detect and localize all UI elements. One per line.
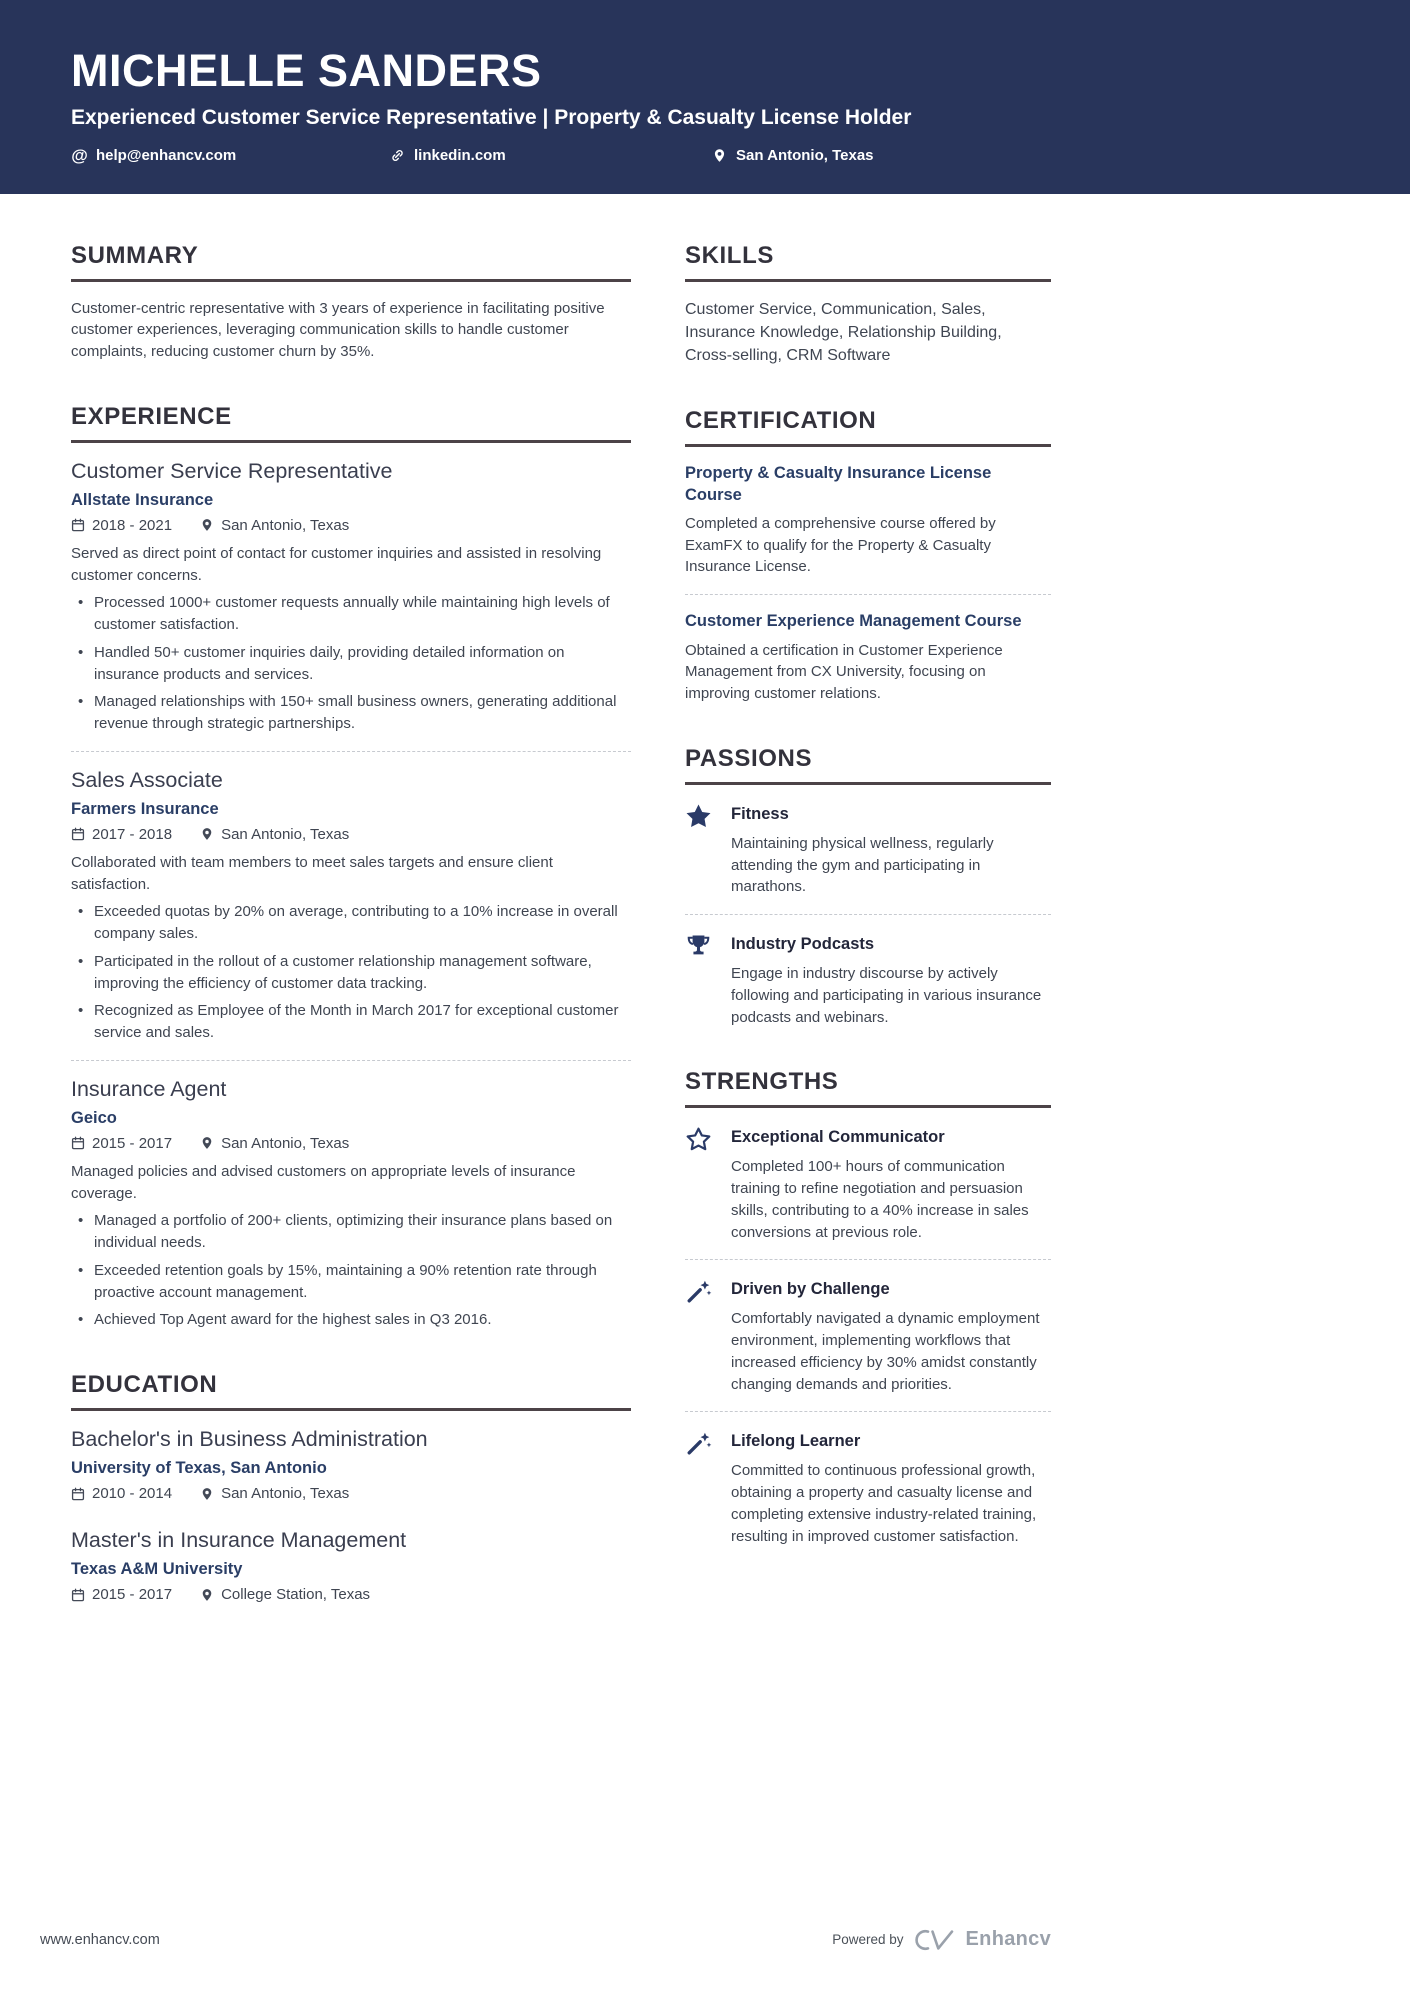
- at-icon: @: [71, 145, 88, 165]
- job-location-text: San Antonio, Texas: [221, 516, 350, 534]
- bullet: • Processed 1000+ customer requests annually while maintaining high levels of customer satisfaction.: [71, 592, 631, 636]
- degree-meta: [71, 1485, 631, 1502]
- passion-text: Engage in industry discourse by actively following and participating in various insurance podcasts and webinars.: [731, 965, 1042, 1026]
- divider: [685, 1411, 1051, 1412]
- footer-site-link[interactable]: www.enhancv.com: [40, 1931, 160, 1948]
- job-location: [200, 1135, 349, 1152]
- company-name: Allstate Insurance: [71, 490, 214, 509]
- certification-text: Completed a comprehensive course offered by ExamFX to qualify for the Property & Casualty Insurance License.: [685, 514, 996, 576]
- job-dates-text: 2018 - 2021: [92, 516, 173, 534]
- passion-item: [685, 801, 1051, 898]
- experience-item: [71, 1077, 631, 1331]
- calendar-icon: [71, 827, 85, 841]
- bullet: • Exceeded retention goals by 15%, maintaining a 90% retention rate through proactive account management.: [71, 1260, 631, 1304]
- divider: [71, 751, 631, 752]
- right-column: [685, 242, 1051, 1588]
- bullet: • Handled 50+ customer inquiries daily, providing detailed information on insurance products and services.: [71, 642, 631, 686]
- job-description: Managed policies and advised customers on appropriate levels of insurance coverage.: [71, 1162, 576, 1202]
- strength-title: Lifelong Learner: [731, 1432, 861, 1451]
- job-title: Customer Service Representative: [71, 458, 393, 483]
- trophy-icon: [685, 931, 715, 1028]
- job-bullets: [71, 901, 631, 1044]
- contact-row: [71, 147, 1339, 164]
- calendar-icon: [71, 518, 85, 532]
- certification-heading: CERTIFICATION: [685, 407, 1051, 447]
- bullet: • Managed relationships with 150+ small business owners, generating additional revenue through strategic partnerships.: [71, 691, 631, 735]
- job-description: Served as direct point of contact for customer inquiries and assisted in resolving customer concerns.: [71, 544, 602, 584]
- degree-dates-text: 2010 - 2014: [92, 1485, 173, 1502]
- job-title: Insurance Agent: [71, 1076, 227, 1101]
- calendar-icon: [71, 1487, 85, 1501]
- passions-heading: PASSIONS: [685, 745, 1051, 785]
- degree-location-text: San Antonio, Texas: [221, 1485, 350, 1502]
- link-icon: [389, 147, 406, 164]
- strength-text: Completed 100+ hours of communication training to refine negotiation and persuasion skills, contributing to a 40% increase in sales conversions at previous role.: [731, 1158, 1029, 1241]
- job-bullets: [71, 592, 631, 735]
- passion-title: Fitness: [731, 804, 789, 823]
- resume-header: [0, 0, 1410, 194]
- skills-section: [685, 242, 1051, 368]
- location-icon: [200, 518, 214, 532]
- passions-section: [685, 745, 1051, 1029]
- brand-wordmark: Enhancv: [965, 1928, 1051, 1950]
- strength-item: [685, 1428, 1051, 1547]
- experience-section: [71, 403, 631, 1331]
- summary-section: [71, 242, 631, 363]
- divider: [685, 594, 1051, 595]
- skills-list: Customer Service, Communication, Sales, Insurance Knowledge, Relationship Building, Cross-selling, CRM Software: [685, 300, 1002, 364]
- bullet: • Exceeded quotas by 20% on average, contributing to a 10% increase in overall company sales.: [71, 901, 631, 945]
- passion-content: [731, 931, 1051, 1028]
- degree-dates: [71, 1586, 172, 1603]
- job-dates: [71, 826, 172, 843]
- enhancv-logo-icon: [915, 1929, 955, 1951]
- job-location: [200, 826, 349, 843]
- degree-dates: [71, 1485, 172, 1502]
- job-dates: [71, 517, 172, 534]
- passion-title: Industry Podcasts: [731, 935, 875, 954]
- wand-icon: [685, 1428, 715, 1547]
- summary-heading: SUMMARY: [71, 242, 631, 282]
- experience-heading: EXPERIENCE: [71, 403, 631, 443]
- school-name: Texas A&M University: [71, 1560, 243, 1578]
- bullet: • Participated in the rollout of a customer relationship management software, improving the efficiency of customer data tracking.: [71, 951, 631, 995]
- location-icon: [200, 1588, 214, 1602]
- strengths-heading: STRENGTHS: [685, 1068, 1051, 1108]
- education-heading: EDUCATION: [71, 1371, 631, 1411]
- contact-email[interactable]: [71, 147, 389, 164]
- degree-title: Bachelor's in Business Administration: [71, 1427, 428, 1451]
- job-meta: [71, 826, 631, 843]
- job-location-text: San Antonio, Texas: [221, 825, 350, 843]
- bullet: • Achieved Top Agent award for the highest sales in Q3 2016.: [71, 1309, 631, 1331]
- experience-item: [71, 459, 631, 735]
- skills-heading: SKILLS: [685, 242, 1051, 282]
- education-item: [71, 1427, 631, 1502]
- degree-dates-text: 2015 - 2017: [92, 1586, 173, 1603]
- location-icon: [711, 147, 728, 164]
- strength-title: Exceptional Communicator: [731, 1128, 945, 1147]
- strengths-section: [685, 1068, 1051, 1547]
- calendar-icon: [71, 1136, 85, 1150]
- company-name: Geico: [71, 1108, 117, 1127]
- job-meta: [71, 517, 631, 534]
- strength-text: Comfortably navigated a dynamic employment environment, implementing workflows that increased efficiency by 30% amidst constantly changing demands and priorities.: [731, 1310, 1040, 1393]
- job-dates-text: 2015 - 2017: [92, 1134, 173, 1152]
- bullet: • Recognized as Employee of the Month in March 2017 for exceptional customer service and sales.: [71, 1000, 631, 1044]
- location-icon: [200, 827, 214, 841]
- headline: Experienced Customer Service Representative | Property & Casualty License Holder: [71, 105, 912, 129]
- strength-content: [731, 1276, 1051, 1395]
- company-name: Farmers Insurance: [71, 799, 219, 818]
- job-dates: [71, 1135, 172, 1152]
- resume-body: [0, 194, 1410, 1909]
- contact-location: [711, 147, 874, 164]
- certification-item: [685, 611, 1051, 705]
- certification-text: Obtained a certification in Customer Experience Management from CX University, focusing on improving customer relations.: [685, 641, 1003, 703]
- passion-text: Maintaining physical wellness, regularly attending the gym and participating in marathons.: [731, 834, 994, 896]
- job-location: [200, 517, 349, 534]
- certification-item: [685, 463, 1051, 578]
- divider: [685, 914, 1051, 915]
- page-footer: [0, 1908, 1051, 1995]
- strength-title: Driven by Challenge: [731, 1280, 890, 1299]
- degree-location: [200, 1485, 349, 1502]
- contact-linkedin[interactable]: [389, 147, 711, 164]
- job-meta: [71, 1135, 631, 1152]
- school-name: University of Texas, San Antonio: [71, 1459, 327, 1477]
- contact-email-text: help@enhancv.com: [96, 146, 237, 164]
- experience-item: [71, 768, 631, 1044]
- divider: [71, 1060, 631, 1061]
- location-icon: [200, 1487, 214, 1501]
- location-icon: [200, 1136, 214, 1150]
- contact-linkedin-text: linkedin.com: [414, 146, 506, 164]
- strength-item: [685, 1124, 1051, 1243]
- strength-content: [731, 1124, 1051, 1243]
- calendar-icon: [71, 1588, 85, 1602]
- bullet: • Managed a portfolio of 200+ clients, optimizing their insurance plans based on individual needs.: [71, 1210, 631, 1254]
- left-column: [71, 242, 631, 1644]
- degree-location-text: College Station, Texas: [221, 1586, 371, 1603]
- certification-section: [685, 407, 1051, 705]
- strength-text: Committed to continuous professional growth, obtaining a property and casualty license and completing extensive industry-related training, resulting in improved customer satisfaction.: [731, 1462, 1037, 1545]
- education-section: [71, 1371, 631, 1603]
- degree-title: Master's in Insurance Management: [71, 1528, 407, 1552]
- person-name: MICHELLE SANDERS: [71, 45, 542, 96]
- strength-item: [685, 1276, 1051, 1395]
- summary-text: Customer-centric representative with 3 years of experience in facilitating positive customer experiences, leveraging communication skills to handle customer complaints, reducing customer churn by 35%.: [71, 299, 605, 360]
- star-icon: [685, 801, 715, 898]
- powered-by-label: Powered by: [832, 1932, 904, 1947]
- job-dates-text: 2017 - 2018: [92, 825, 173, 843]
- passion-item: [685, 931, 1051, 1028]
- job-bullets: [71, 1210, 631, 1331]
- job-location-text: San Antonio, Texas: [221, 1134, 350, 1152]
- certification-title: Property & Casualty Insurance License Course: [685, 464, 992, 504]
- passion-content: [731, 801, 1051, 898]
- strength-content: [731, 1428, 1051, 1547]
- degree-location: [200, 1586, 370, 1603]
- job-title: Sales Associate: [71, 767, 223, 792]
- wand-icon: [685, 1276, 715, 1395]
- certification-title: Customer Experience Management Course: [685, 612, 1022, 631]
- job-description: Collaborated with team members to meet sales targets and ensure client satisfaction.: [71, 853, 553, 893]
- education-item: [71, 1528, 631, 1603]
- star-outline-icon: [685, 1124, 715, 1243]
- powered-by[interactable]: [832, 1928, 1051, 1951]
- contact-location-text: San Antonio, Texas: [736, 146, 874, 164]
- degree-meta: [71, 1586, 631, 1603]
- divider: [685, 1259, 1051, 1260]
